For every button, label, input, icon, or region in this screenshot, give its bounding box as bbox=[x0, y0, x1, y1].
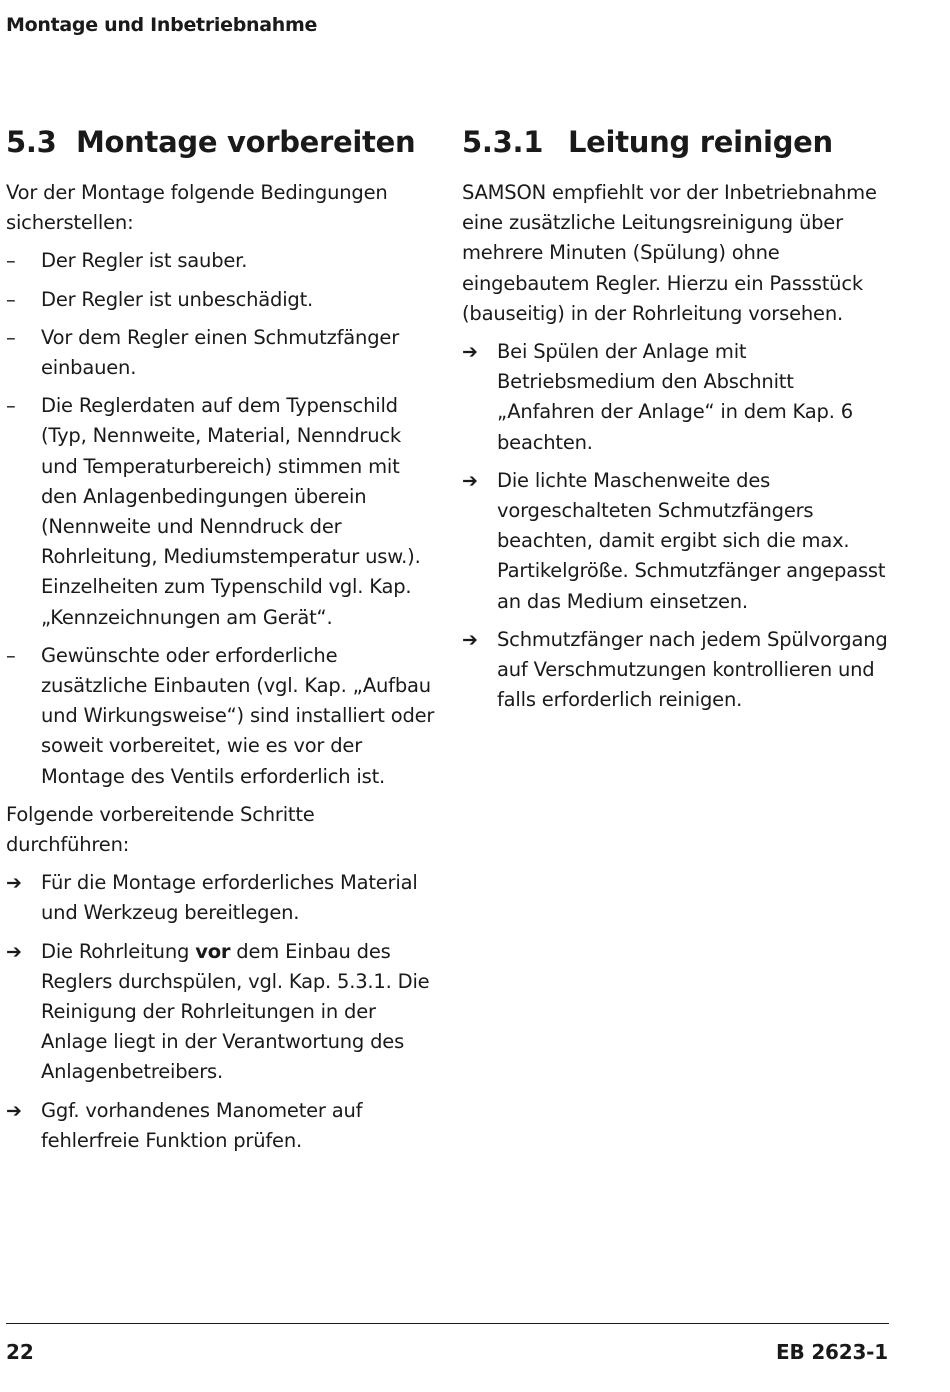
section-title: Montage vorbereiten bbox=[76, 125, 416, 159]
section-number: 5.3.1 bbox=[462, 125, 544, 159]
step-item bbox=[6, 937, 440, 1088]
condition-text: Der Regler ist unbeschädigt. bbox=[41, 287, 314, 311]
section-number: 5.3 bbox=[6, 125, 57, 159]
step-text-post: dem Einbau des Reglers durchspülen, vgl. Kap. 5.3.1. Die Reinigung der Rohrleitungen in der Anlage liegt in der Verantwortung des Anlagenbetreibers. bbox=[41, 939, 430, 1084]
arrow-right-icon: ➔ bbox=[6, 940, 22, 963]
section-heading-5-3-1 bbox=[462, 120, 896, 164]
step-text: Bei Spülen der Anlage mit Betriebsmedium den Abschnitt „Anfahren der Anlage“ in dem Kap. 6 beachten. bbox=[497, 340, 853, 454]
dash-bullet: – bbox=[6, 394, 16, 418]
right-column bbox=[462, 120, 896, 723]
step-text: Ggf. vorhandenes Manometer auf fehlerfreie Funktion prüfen. bbox=[41, 1098, 363, 1152]
document-id: EB 2623-1 bbox=[776, 1340, 888, 1364]
footer-divider bbox=[6, 1323, 889, 1324]
condition-text: Vor dem Regler einen Schmutzfänger einbauen. bbox=[41, 325, 400, 380]
arrow-right-icon: ➔ bbox=[6, 872, 22, 895]
dash-bullet: – bbox=[6, 643, 16, 667]
condition-text: Gewünschte oder erforderliche zusätzliche Einbauten (vgl. Kap. „Aufbau und Wirkungsweise“) sind installiert oder soweit vorbereitet, wie es vor der Montage des Ventils erforderlich ist. bbox=[41, 643, 435, 788]
step-text-pre: Die Rohrleitung bbox=[41, 939, 196, 963]
step-text: Schmutzfänger nach jedem Spülvorgang auf Verschmutzungen kontrollieren und falls erforderlich reinigen. bbox=[497, 627, 888, 712]
left-column bbox=[6, 120, 440, 1164]
step-item bbox=[6, 1096, 440, 1156]
step-item bbox=[462, 625, 896, 716]
condition-item bbox=[6, 285, 440, 315]
step-text: Für die Montage erforderliches Material und Werkzeug bereitlegen. bbox=[41, 871, 418, 925]
condition-item bbox=[6, 323, 440, 383]
step-text-emphasis: vor bbox=[195, 939, 231, 963]
step-item bbox=[6, 868, 440, 928]
steps-intro: Folgende vorbereitende Schritte durchführen: bbox=[6, 802, 315, 857]
section-title: Leitung reinigen bbox=[568, 125, 833, 159]
step-text: Die lichte Maschenweite des vorgeschalteten Schmutzfängers beachten, damit ergibt sich die max. Partikelgröße. Schmutzfänger angepasst an das Medium einsetzen. bbox=[497, 468, 886, 613]
step-item bbox=[462, 337, 896, 458]
dash-bullet: – bbox=[6, 325, 16, 349]
running-header: Montage und Inbetriebnahme bbox=[6, 14, 318, 36]
intro-paragraph: Vor der Montage folgende Bedingungen sicherstellen: bbox=[6, 181, 388, 235]
section-heading-5-3 bbox=[6, 120, 440, 164]
arrow-right-icon: ➔ bbox=[6, 1099, 22, 1122]
step-item bbox=[462, 466, 896, 617]
condition-item bbox=[6, 246, 440, 276]
intro-paragraph: SAMSON empfiehlt vor der Inbetriebnahme eine zusätzliche Leitungsreinigung über mehrere Minuten (Spülung) ohne eingebautem Regler. Hierzu ein Passstück (bauseitig) in der Rohrleitung vorsehen. bbox=[462, 181, 877, 325]
condition-text: Die Reglerdaten auf dem Typenschild (Typ, Nennweite, Material, Nenndruck und Temperaturbereich) stimmen mit den Anlagenbedingungen überein (Nennweite und Nenndruck der Rohrleitung, Mediumstemperatur usw.). Einzelheiten zum Typenschild vgl. Kap. „Kennzeichnungen am Gerät“. bbox=[41, 394, 421, 629]
page-number: 22 bbox=[6, 1340, 34, 1364]
condition-item bbox=[6, 391, 440, 633]
step-text bbox=[41, 940, 429, 1084]
dash-bullet: – bbox=[6, 249, 16, 273]
arrow-right-icon: ➔ bbox=[462, 628, 478, 651]
arrow-right-icon: ➔ bbox=[462, 469, 478, 492]
dash-bullet: – bbox=[6, 287, 16, 311]
condition-text: Der Regler ist sauber. bbox=[41, 249, 248, 273]
condition-item bbox=[6, 641, 440, 792]
arrow-right-icon: ➔ bbox=[462, 341, 478, 364]
